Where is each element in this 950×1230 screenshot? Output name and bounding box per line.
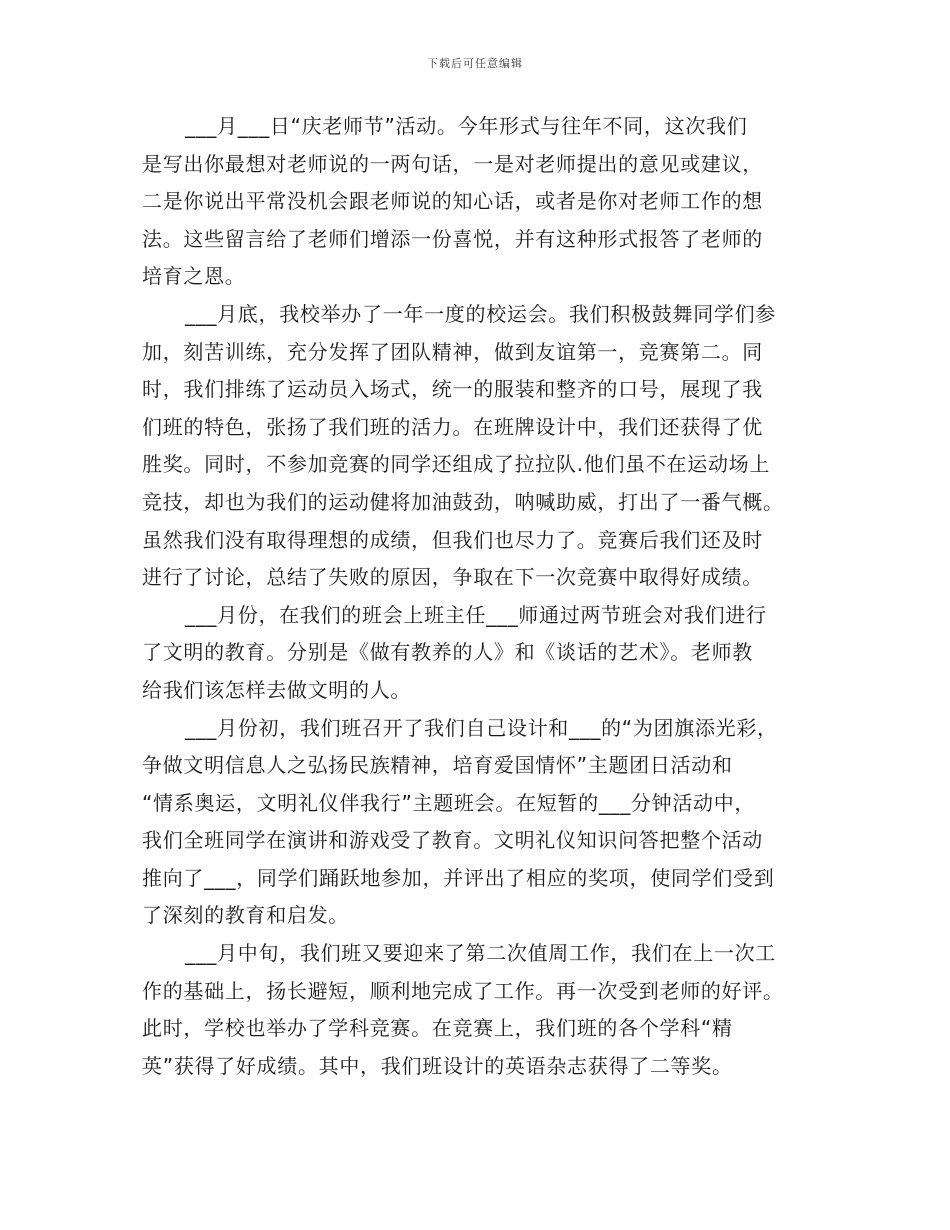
paragraph-line: 虽然我们没有取得理想的成绩，但我们也尽力了。竞赛后我们还及时 [142, 527, 763, 552]
paragraph-line: 竞技，却也为我们的运动健将加油鼓劲，呐喊助威，打出了一番气概。 [142, 489, 784, 514]
paragraph-line: 了文明的教育。分别是《做有教养的人》和《谈话的艺术》。老师教 [142, 640, 753, 665]
paragraph-first-line: ___月___日“庆老师节”活动。今年形式与往年不同，这次我们 [185, 114, 748, 138]
paragraph-line: 了深刻的教育和启发。 [142, 903, 349, 928]
paragraph-line: 推向了___，同学们踊跃地参加，并评出了相应的奖项，使同学们受到 [142, 865, 775, 890]
paragraph-line: 二是你说出平常没机会跟老师说的知心话，或者是你对老师工作的想 [142, 189, 763, 214]
paragraph-first-line: ___月底，我校举办了一年一度的校运会。我们积极鼓舞同学们参 [185, 301, 776, 326]
paragraph-first-line: ___月中旬，我们班又要迎来了第二次值周工作，我们在上一次工 [185, 941, 776, 966]
paragraph-line: 时，我们排练了运动员入场式，统一的服装和整齐的口号，展现了我 [142, 377, 763, 402]
paragraph-line: 是写出你最想对老师说的一两句话，一是对老师提出的意见或建议， [142, 151, 763, 176]
paragraph-line: 英”获得了好成绩。其中，我们班设计的英语杂志获得了二等奖。 [142, 1053, 733, 1078]
paragraph-line: 们班的特色，张扬了我们班的活力。在班牌设计中，我们还获得了优 [142, 414, 763, 439]
paragraph-line: 此时，学校也举办了学科竞赛。在竞赛上，我们班的各个学科“精 [142, 1016, 733, 1041]
paragraph-first-line: ___月份初，我们班召开了我们自己设计和___的“为团旗添光彩， [185, 715, 778, 740]
paragraph-line: 我们全班同学在演讲和游戏受了教育。文明礼仪知识问答把整个活动 [142, 828, 763, 853]
paragraph-line: 培育之恩。 [142, 264, 246, 289]
paragraph-line: 争做文明信息人之弘扬民族精神，培育爱国情怀”主题团日活动和 [142, 753, 733, 778]
header-note: 下载后可任意编辑 [427, 57, 523, 70]
paragraph-line: 胜奖。同时，不参加竞赛的同学还组成了拉拉队.他们虽不在运动场上 [142, 452, 771, 477]
paragraph-line: 给我们该怎样去做文明的人。 [142, 677, 412, 702]
paragraph-first-line: ___月份，在我们的班会上班主任___师通过两节班会对我们进行 [185, 602, 767, 627]
paragraph-line: “情系奥运，文明礼仪伴我行”主题班会。在短暂的___分钟活动中， [142, 790, 756, 815]
paragraph-line: 法。这些留言给了老师们增添一份喜悦，并有这种形式报答了老师的 [142, 226, 763, 251]
paragraph-line: 加，刻苦训练，充分发挥了团队精神，做到友谊第一，竞赛第二。同 [142, 339, 763, 364]
document-body [142, 108, 812, 1085]
paragraph-line: 作的基础上，扬长避短，顺利地完成了工作。再一次受到老师的好评。 [142, 978, 784, 1003]
paragraph-line: 进行了讨论，总结了失败的原因，争取在下一次竞赛中取得好成绩。 [142, 565, 763, 590]
